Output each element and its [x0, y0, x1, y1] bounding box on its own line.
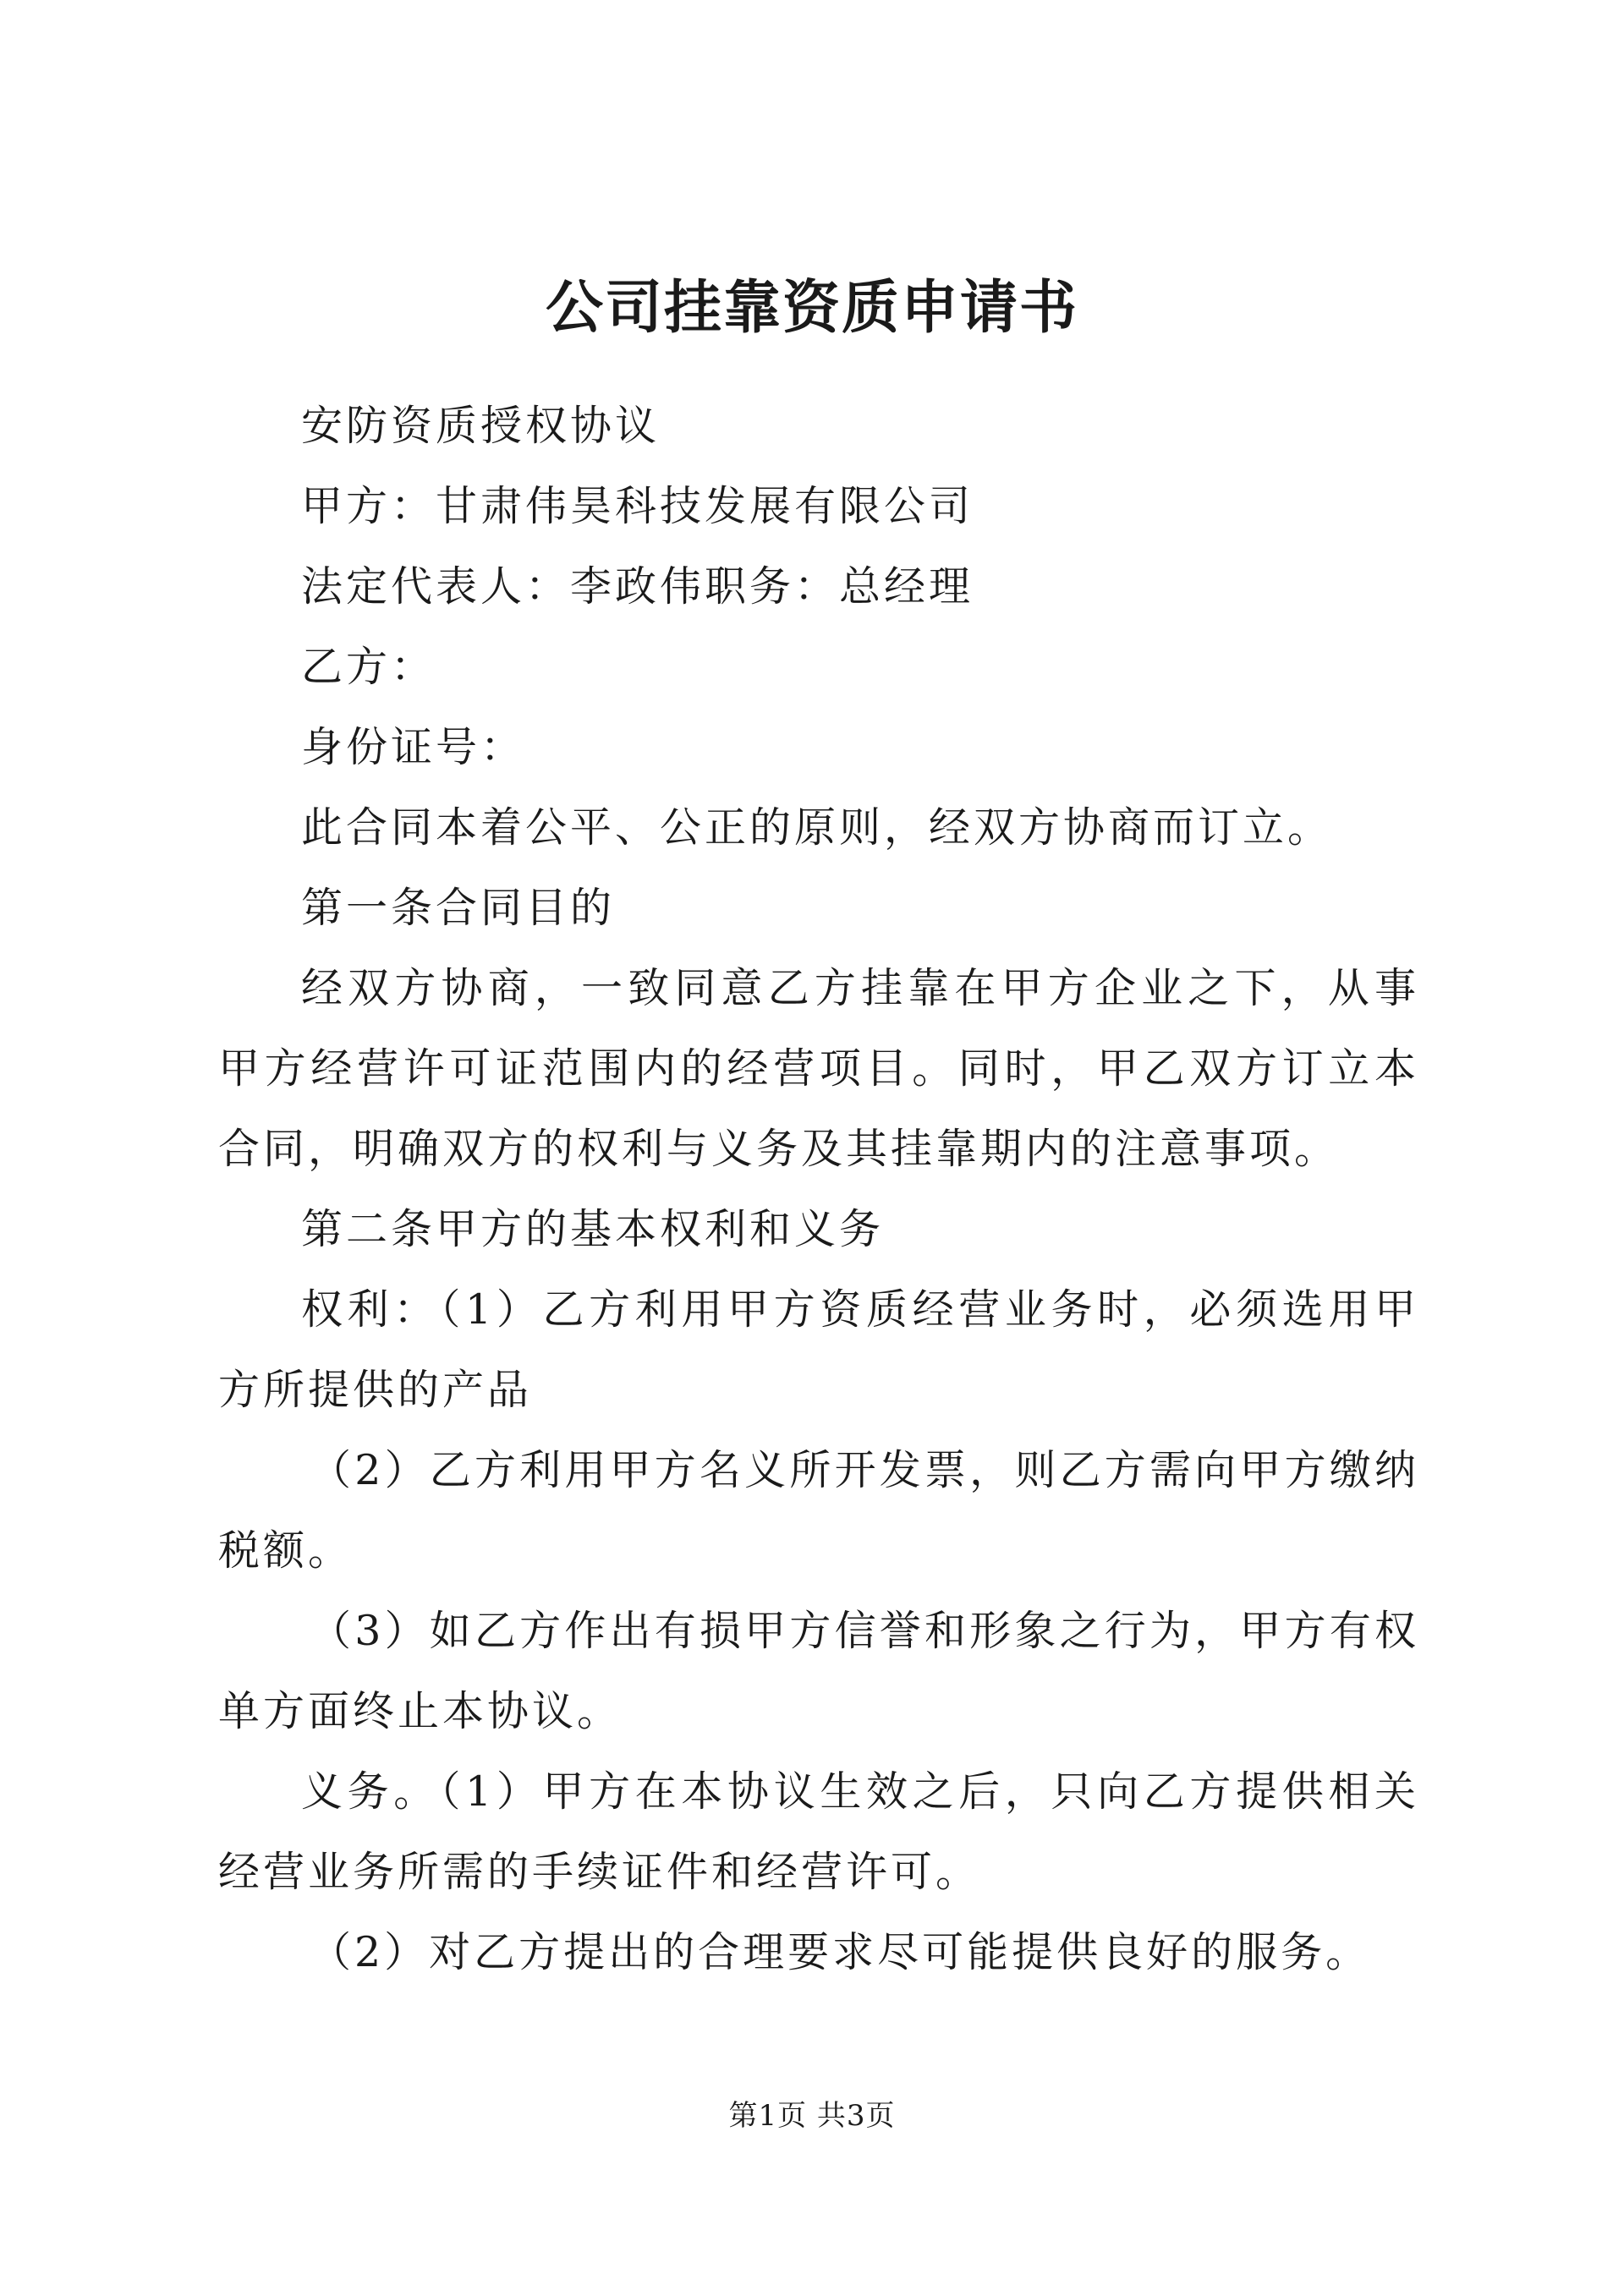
paragraph-rights-3: （3）如乙方作出有损甲方信誉和形象之行为，甲方有权单方面终止本协议。: [218, 1607, 1419, 1735]
paragraph-preamble: 此合同本着公平、公正的原则，经双方协商而订立。: [301, 803, 1333, 852]
paragraph-party-b: 乙方：: [301, 643, 436, 691]
document-title: 公司挂靠资质申请书: [545, 274, 1078, 342]
paragraph-party-a: 甲方：甘肃伟昊科技发展有限公司: [301, 482, 974, 530]
paragraph-obligations-2: （2）对乙方提出的合理要求尽可能提供良好的服务。: [310, 1928, 1371, 1976]
paragraph-obligations-1: 义务。（1）甲方在本协议生效之后，只向乙方提供相关经营业务所需的手续证件和经营许可。: [218, 1767, 1419, 1896]
paragraph-id-number: 身份证号：: [301, 723, 526, 771]
paragraph-article-2-heading: 第二条甲方的基本权利和义务: [301, 1205, 885, 1253]
paragraph-rights-2: （2）乙方利用甲方名义所开发票，则乙方需向甲方缴纳税额。: [218, 1446, 1419, 1575]
document-body: [218, 386, 1419, 1992]
page-footer: 第1页 共3页: [728, 2099, 896, 2133]
paragraph-legal-representative: 法定代表人：李政伟职务：总经理: [301, 562, 974, 611]
paragraph-agreement-name: 安防资质授权协议: [301, 402, 661, 450]
paragraph-article-1-heading: 第一条合同目的: [301, 884, 616, 932]
paragraph-article-1-body: 经双方协商，一致同意乙方挂靠在甲方企业之下，从事甲方经营许可证范围内的经营项目。同时，甲乙双方订立本合同，明确双方的权利与义务及其挂靠期内的注意事项。: [218, 964, 1419, 1173]
paragraph-rights-1: 权利：（1）乙方利用甲方资质经营业务时，必须选用甲方所提供的产品: [218, 1285, 1419, 1414]
